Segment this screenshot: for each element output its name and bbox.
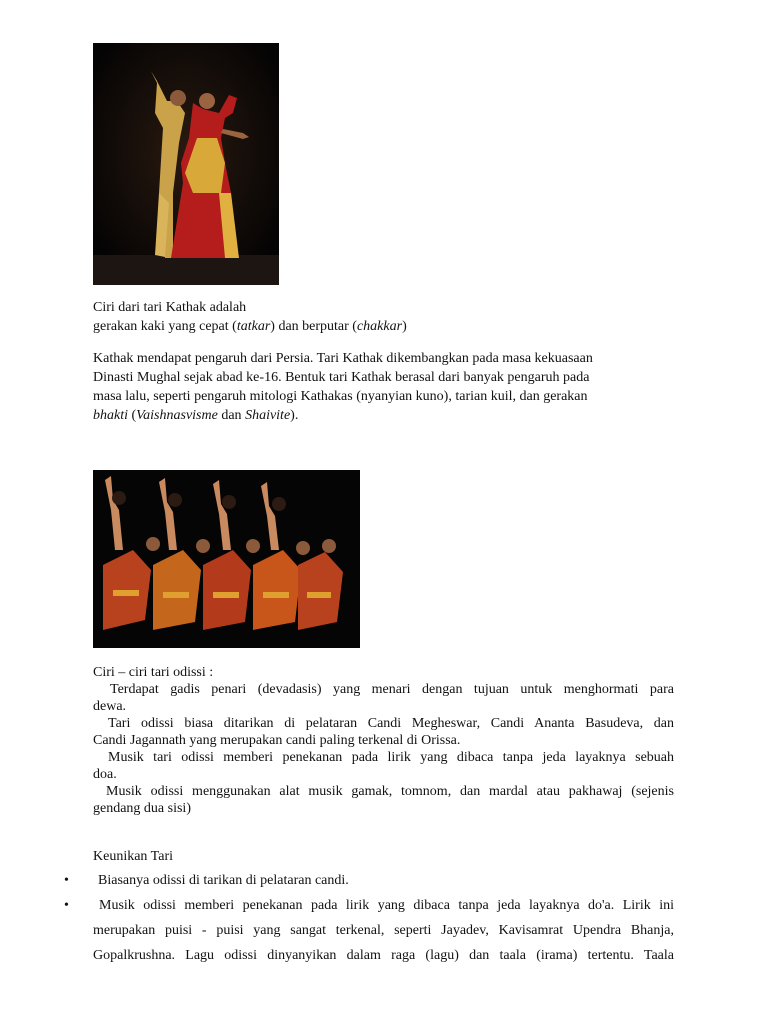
italic-term: bhakti — [93, 408, 128, 423]
bullet-icon: • — [64, 898, 69, 913]
kathak-caption-line-1 — [93, 298, 246, 317]
odissi-dancers-photo — [93, 470, 360, 648]
odissi-item-3-line-2: doa. — [93, 767, 117, 782]
caption-text: ) — [402, 319, 407, 334]
kathak-paragraph-line-1: Kathak mendapat pengaruh dari Persia. Tari Kathak dikembangkan pada masa kekuasaan — [93, 351, 593, 366]
bullet-icon: • — [64, 873, 69, 888]
odissi-item-3-line-1: Musik tari odissi memberi penekanan pada lirik yang dibaca tanpa jeda layaknya sebuah — [108, 750, 674, 765]
odissi-item-1-line-2: dewa. — [93, 699, 127, 714]
bullet-text: Biasanya odissi di tarikan di pelataran candi. — [98, 873, 349, 888]
caption-italic-term: chakkar — [356, 319, 403, 334]
caption-text: gerakan kaki yang cepat ( — [93, 319, 237, 334]
bullet-text-line-1: Musik odissi memberi penekanan pada lirik yang dibaca tanpa jeda layaknya do'a. Lirik ini — [99, 898, 674, 913]
italic-term: Vaishnasvisme — [136, 408, 218, 423]
odissi-item-2-line-2: Candi Jagannath yang merupakan candi paling terkenal di Orissa. — [93, 733, 461, 748]
keunikan-heading: Keunikan Tari — [93, 849, 174, 864]
kathak-paragraph-line-3: masa lalu, seperti pengaruh mitologi Kathakas (nyanyian kuno), tarian kuil, dan gerakan — [93, 389, 588, 404]
caption-italic-term: tatkar — [236, 319, 271, 334]
kathak-paragraph-line-2: Dinasti Mughal sejak abad ke-16. Bentuk tari Kathak berasal dari banyak pengaruh pada — [93, 370, 590, 385]
paragraph-text: ). — [290, 408, 299, 423]
keunikan-bullet-2-line-3: Gopalkrushna. Lagu odissi dinyanyikan dalam raga (lagu) dan taala (irama) tertentu. Taala — [93, 948, 674, 963]
italic-term: Shaivite — [245, 408, 291, 423]
paragraph-text: ( — [128, 408, 137, 423]
odissi-item-4-line-1: Musik odissi menggunakan alat musik gamak, tomnom, dan mardal atau pakhawaj (sejenis — [106, 784, 674, 799]
kathak-paragraph-line-4 — [93, 406, 298, 425]
kathak-dancers-photo — [93, 43, 279, 285]
odissi-item-2-line-1: Tari odissi biasa ditarikan di pelataran Candi Megheswar, Candi Ananta Basudeva, dan — [108, 716, 674, 731]
odissi-heading: Ciri – ciri tari odissi : — [93, 665, 214, 680]
caption-text: Ciri dari tari Kathak adalah — [93, 300, 247, 315]
keunikan-bullet-2-line-2: merupakan puisi - puisi yang sangat terkenal, seperti Jayadev, Kavisamrat Upendra Bhanja, — [93, 923, 674, 938]
odissi-item-1-line-1: Terdapat gadis penari (devadasis) yang menari dengan tujuan untuk menghormati para — [110, 682, 674, 697]
caption-text: ) dan berputar ( — [270, 319, 357, 334]
kathak-caption-line-2 — [93, 317, 407, 336]
odissi-item-4-line-2: gendang dua sisi) — [93, 801, 191, 816]
paragraph-text: dan — [217, 408, 246, 423]
